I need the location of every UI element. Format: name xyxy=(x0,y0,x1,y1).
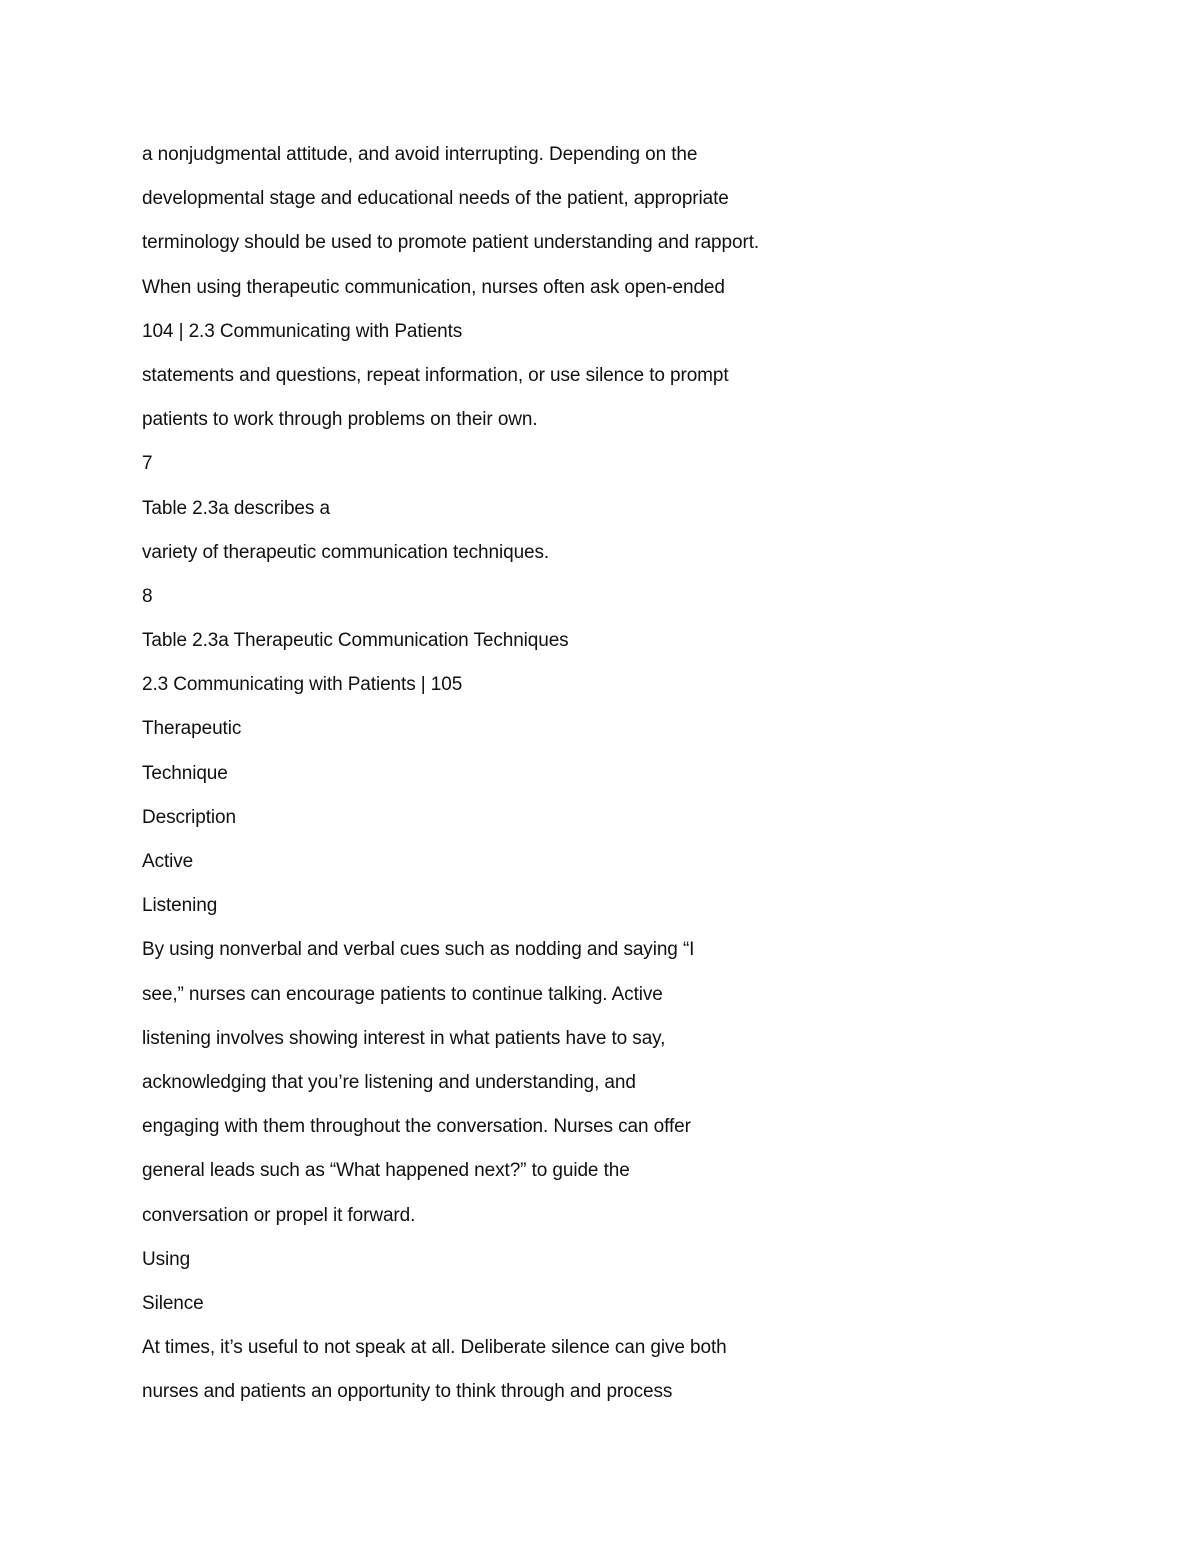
text-line: terminology should be used to promote patient understanding and rapport. xyxy=(142,232,760,254)
page-footer: 104 | 2.3 Communicating with Patients xyxy=(142,320,463,342)
table-row-description: engaging with them throughout the conversation. Nurses can offer xyxy=(142,1116,691,1138)
table-row-label: Active xyxy=(142,851,194,872)
table-row-description: At times, it’s useful to not speak at all. Deliberate silence can give both xyxy=(142,1337,727,1359)
table-row-description: acknowledging that you’re listening and understanding, and xyxy=(142,1071,636,1093)
table-caption: Table 2.3a Therapeutic Communication Techniques xyxy=(142,630,569,652)
table-row-description: nurses and patients an opportunity to think through and process xyxy=(142,1381,673,1403)
text-line: When using therapeutic communication, nurses often ask open-ended xyxy=(142,276,725,298)
table-header-cell: Description xyxy=(142,806,236,828)
table-row-label: Using xyxy=(142,1248,191,1270)
table-row-description: listening involves showing interest in what patients have to say, xyxy=(142,1027,666,1049)
text-line: developmental stage and educational needs of the patient, appropriate xyxy=(142,188,729,210)
text-line: Table 2.3a describes a xyxy=(142,497,330,519)
table-header-cell: Therapeutic xyxy=(142,718,242,740)
table-row-description: conversation or propel it forward. xyxy=(142,1204,416,1226)
document-text xyxy=(142,133,1042,1414)
table-row-description: By using nonverbal and verbal cues such as nodding and saying “I xyxy=(142,939,695,961)
table-header-cell: Technique xyxy=(142,762,228,784)
page-header: 2.3 Communicating with Patients | 105 xyxy=(142,674,463,696)
footnote-number: 8 xyxy=(142,585,153,607)
text-line: statements and questions, repeat information, or use silence to prompt xyxy=(142,364,729,386)
table-row-description: general leads such as “What happened next?” to guide the xyxy=(142,1160,630,1182)
text-line: variety of therapeutic communication techniques. xyxy=(142,541,550,563)
table-row-description: see,” nurses can encourage patients to continue talking. Active xyxy=(142,983,663,1005)
table-row-label: Silence xyxy=(142,1292,204,1314)
table-row-label: Listening xyxy=(142,895,218,917)
text-line: a nonjudgmental attitude, and avoid interrupting. Depending on the xyxy=(142,144,698,165)
footnote-number: 7 xyxy=(142,453,153,475)
text-line: patients to work through problems on their own. xyxy=(142,409,538,431)
